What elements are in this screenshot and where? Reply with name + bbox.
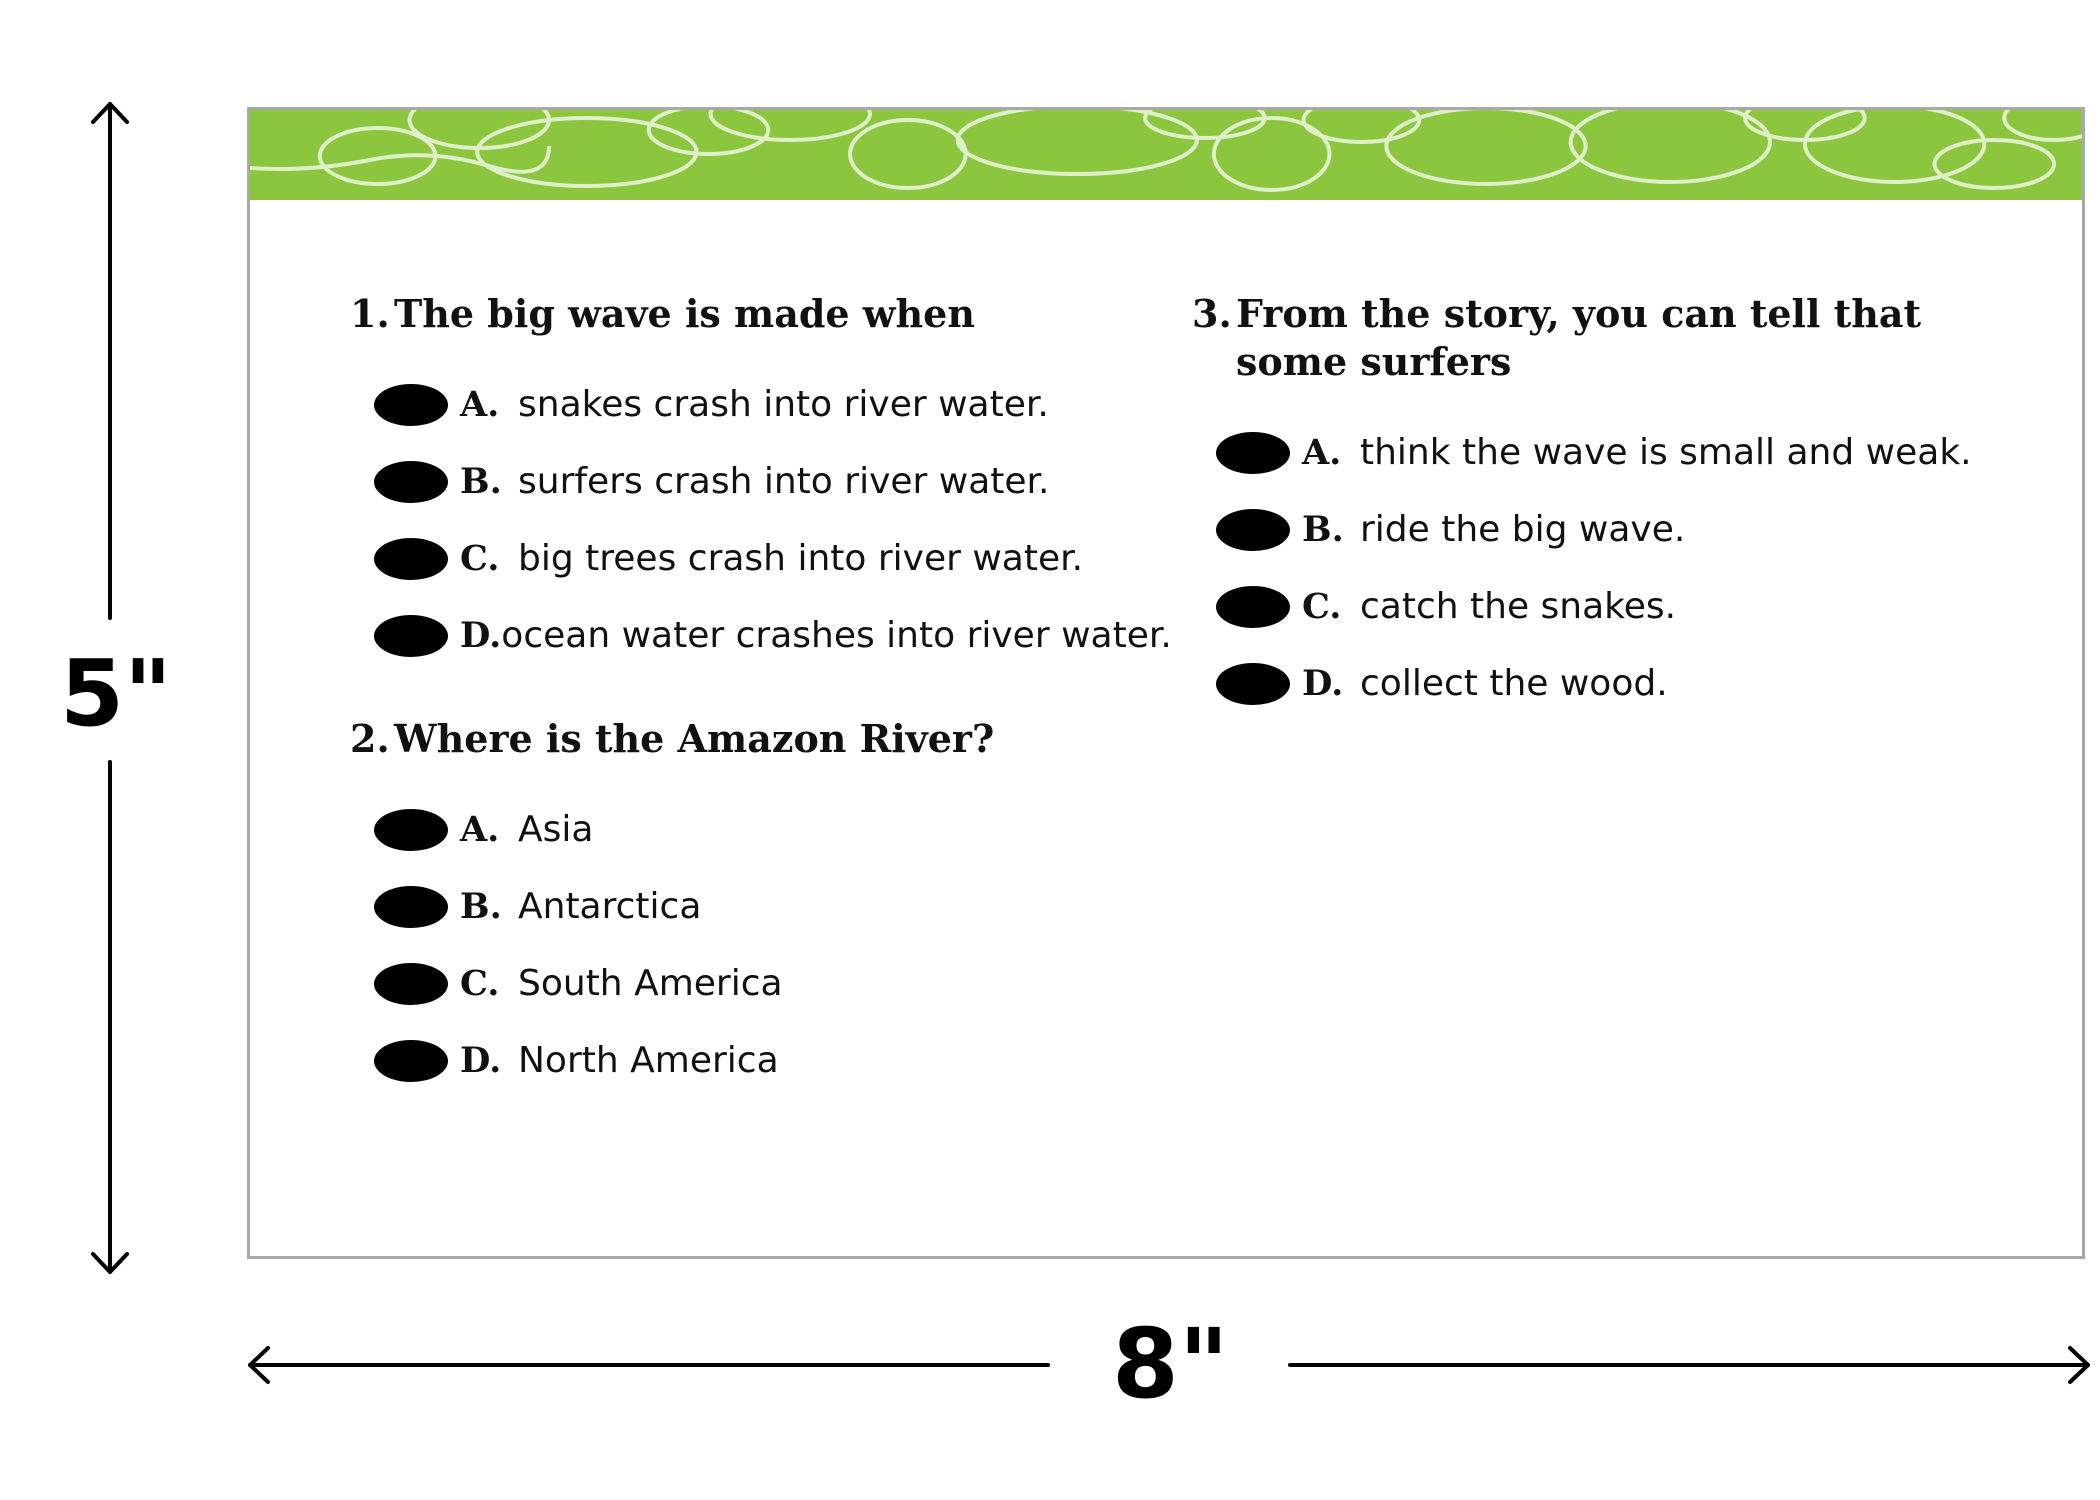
answer-bubble[interactable] bbox=[374, 615, 448, 657]
question-3-stem bbox=[1192, 290, 2032, 386]
option-letter: D. bbox=[460, 615, 502, 656]
answer-bubble[interactable] bbox=[1216, 509, 1290, 551]
width-dimension-label: 8" bbox=[1112, 1308, 1229, 1420]
answer-bubble[interactable] bbox=[1216, 663, 1290, 705]
option-letter: C. bbox=[460, 963, 500, 1004]
question-card bbox=[247, 107, 2085, 1259]
width-arrow-left-head bbox=[250, 1348, 268, 1382]
option-letter: B. bbox=[460, 886, 502, 927]
question-2-option-a[interactable] bbox=[350, 791, 1150, 868]
question-2-text: Where is the Amazon River? bbox=[394, 716, 995, 761]
option-letter: C. bbox=[460, 538, 500, 579]
question-1-number: 1. bbox=[350, 291, 390, 336]
option-letter: A. bbox=[460, 384, 500, 425]
question-1-option-d[interactable] bbox=[350, 597, 1172, 674]
question-3 bbox=[1192, 290, 2032, 722]
option-letter: B. bbox=[1302, 509, 1344, 550]
option-text: surfers crash into river water. bbox=[518, 461, 1050, 502]
option-letter: A. bbox=[460, 809, 500, 850]
option-letter: B. bbox=[460, 461, 502, 502]
question-3-text: From the story, you can tell that some surfers bbox=[1236, 291, 1922, 384]
answer-bubble[interactable] bbox=[374, 461, 448, 503]
answer-bubble[interactable] bbox=[374, 963, 448, 1005]
option-text: Antarctica bbox=[518, 886, 702, 927]
question-2 bbox=[350, 715, 1150, 1099]
answer-bubble[interactable] bbox=[1216, 432, 1290, 474]
option-letter: D. bbox=[1302, 663, 1344, 704]
option-letter: D. bbox=[460, 1040, 502, 1081]
question-1-options bbox=[350, 366, 1172, 674]
option-text: snakes crash into river water. bbox=[518, 384, 1049, 425]
question-1-stem bbox=[350, 290, 1150, 338]
option-text: collect the wood. bbox=[1360, 663, 1668, 704]
answer-bubble[interactable] bbox=[374, 1040, 448, 1082]
answer-bubble[interactable] bbox=[374, 886, 448, 928]
question-3-option-b[interactable] bbox=[1192, 491, 2032, 568]
option-text: Asia bbox=[518, 809, 594, 850]
question-3-option-a[interactable] bbox=[1192, 414, 2032, 491]
question-3-option-c[interactable] bbox=[1192, 568, 2032, 645]
height-arrow-top-head bbox=[93, 104, 127, 122]
answer-bubble[interactable] bbox=[374, 538, 448, 580]
width-arrow-right-head bbox=[2070, 1348, 2088, 1382]
option-text: South America bbox=[518, 963, 783, 1004]
option-text: ride the big wave. bbox=[1360, 509, 1686, 550]
answer-bubble[interactable] bbox=[1216, 586, 1290, 628]
option-letter: A. bbox=[1302, 432, 1342, 473]
option-text: catch the snakes. bbox=[1360, 586, 1677, 627]
question-1-text: The big wave is made when bbox=[394, 291, 975, 336]
question-2-option-c[interactable] bbox=[350, 945, 1150, 1022]
question-3-number: 3. bbox=[1192, 291, 1232, 336]
option-text: North America bbox=[518, 1040, 779, 1081]
question-2-option-d[interactable] bbox=[350, 1022, 1150, 1099]
decorative-banner bbox=[250, 110, 2082, 200]
question-1-option-b[interactable] bbox=[350, 443, 1150, 520]
answer-bubble[interactable] bbox=[374, 384, 448, 426]
question-1-option-a[interactable] bbox=[350, 366, 1150, 443]
option-text: ocean water crashes into river water. bbox=[501, 615, 1172, 656]
option-text: big trees crash into river water. bbox=[518, 538, 1084, 579]
height-arrow-bottom-head bbox=[93, 1254, 127, 1272]
height-dimension-label: 5" bbox=[60, 640, 172, 747]
question-2-options bbox=[350, 791, 1150, 1099]
question-1 bbox=[350, 290, 1172, 674]
question-3-options bbox=[1192, 414, 2032, 722]
question-3-option-d[interactable] bbox=[1192, 645, 2032, 722]
question-2-stem bbox=[350, 715, 1150, 763]
answer-bubble[interactable] bbox=[374, 809, 448, 851]
question-2-option-b[interactable] bbox=[350, 868, 1150, 945]
question-1-option-c[interactable] bbox=[350, 520, 1150, 597]
option-text: think the wave is small and weak. bbox=[1360, 432, 1972, 473]
option-letter: C. bbox=[1302, 586, 1342, 627]
question-2-number: 2. bbox=[350, 716, 390, 761]
